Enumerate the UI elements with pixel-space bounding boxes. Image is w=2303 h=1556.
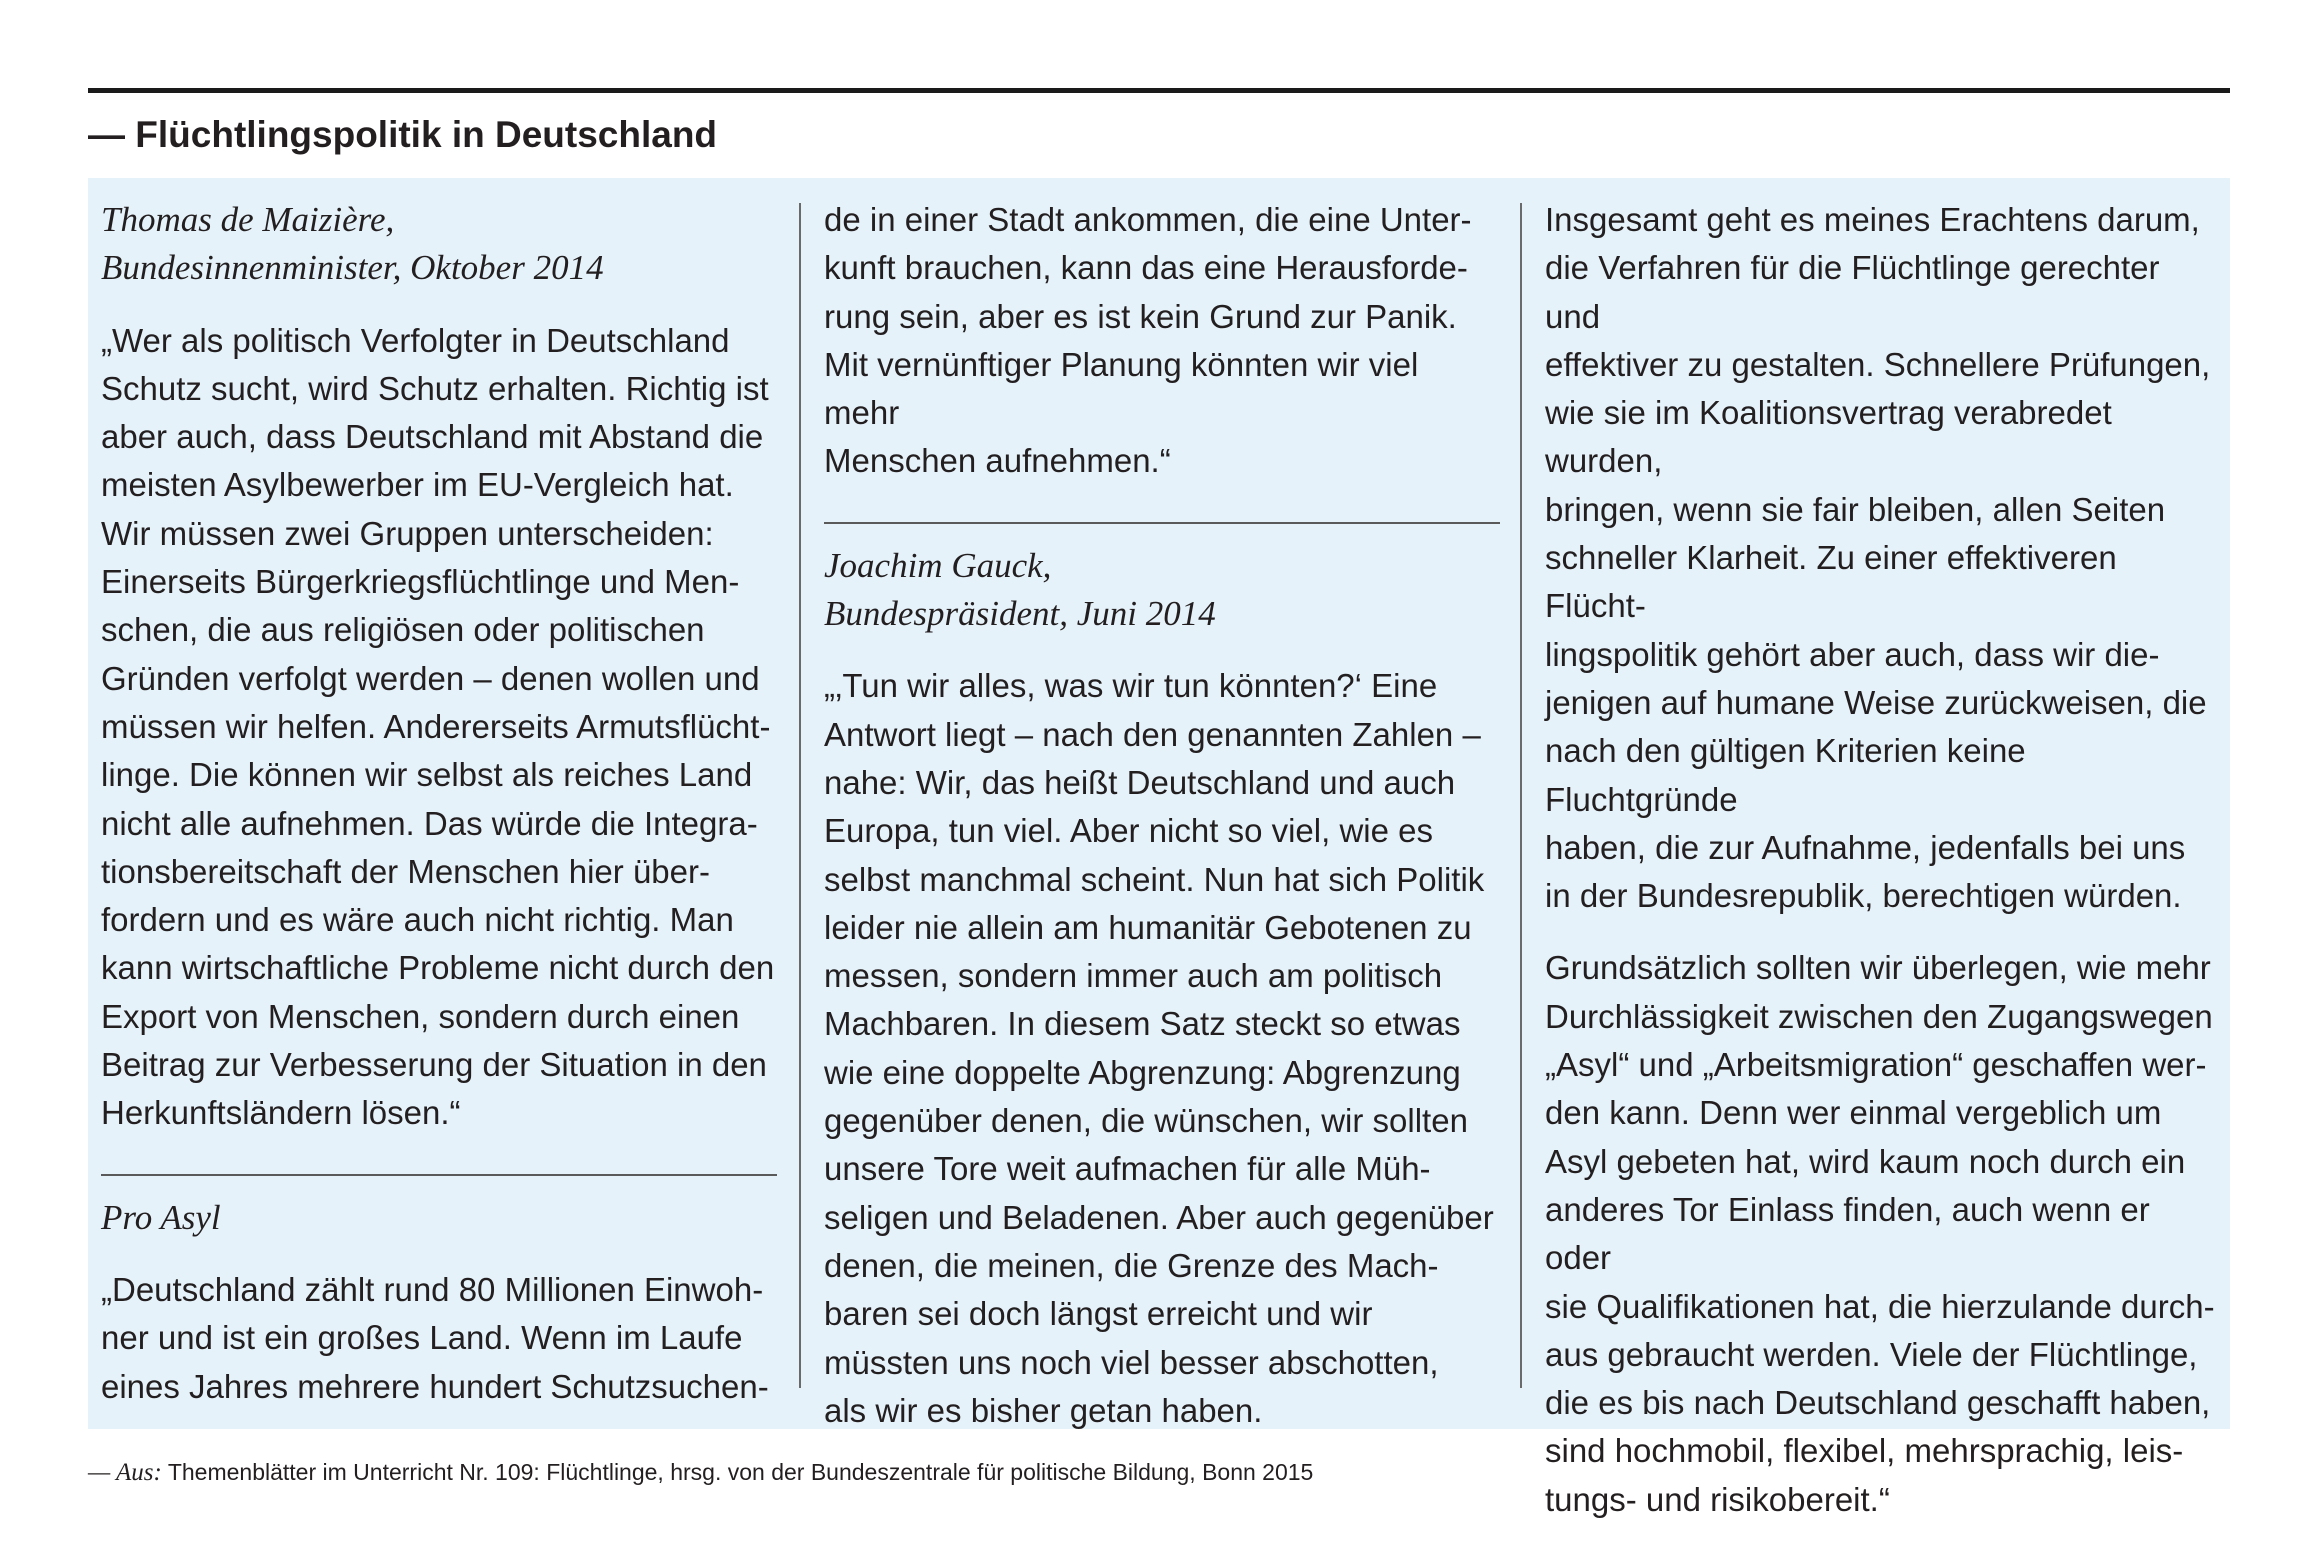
text-line: tungs- und risikobereit.“ (1545, 1480, 1890, 1518)
text-line: aus gebraucht werden. Viele der Flüchtlinge, (1545, 1335, 2198, 1373)
text-line: anderes Tor Einlass finden, auch wenn er oder (1545, 1190, 2150, 1277)
text-line: Machbaren. In diesem Satz steckt so etwas (824, 1005, 1461, 1043)
text-line: schneller Klarheit. Zu einer effektiveren Flücht- (1545, 539, 2117, 625)
text-line: kann wirtschaftliche Probleme nicht durch den (101, 949, 775, 987)
text-line: Antwort liegt – nach den genannten Zahlen – (824, 715, 1481, 753)
text-line: meisten Asylbewerber im EU-Vergleich hat. (101, 466, 734, 504)
text-line: Europa, tun viel. Aber nicht so viel, wie es (824, 812, 1433, 850)
text-line: müssen wir helfen. Andererseits Armutsflücht- (101, 707, 771, 745)
text-line: messen, sondern immer auch am politisch (824, 957, 1443, 995)
text-line: müssten uns noch viel besser abschotten, (824, 1343, 1439, 1381)
text-line: denen, die meinen, die Grenze des Mach- (824, 1246, 1439, 1284)
column-3 (1545, 196, 2221, 1524)
text-line: „Wer als politisch Verfolgter in Deutschland (101, 321, 730, 359)
author-role: Bundespräsident, Juni 2014 (824, 594, 1216, 634)
text-line: Insgesamt geht es meines Erachtens darum, (1545, 201, 2200, 238)
column-1 (101, 196, 777, 1411)
text-line: bringen, wenn sie fair bleiben, allen Seiten (1545, 490, 2166, 528)
text-line: unsere Tore weit aufmachen für alle Müh- (824, 1150, 1431, 1188)
quote-proasyl (101, 1266, 777, 1411)
author-name: Pro Asyl (101, 1197, 221, 1237)
text-line: sie Qualifikationen hat, die hierzulande durch- (1545, 1287, 2215, 1325)
text-line: Schutz sucht, wird Schutz erhalten. Richtig ist (101, 369, 769, 407)
text-line: leider nie allein am humanitär Gebotenen zu (824, 908, 1472, 946)
text-line: Herkunftsländern lösen.“ (101, 1094, 461, 1132)
text-line: de in einer Stadt ankommen, die eine Unter- (824, 201, 1472, 238)
text-line: Wir müssen zwei Gruppen unterscheiden: (101, 514, 714, 552)
text-line: den kann. Denn wer einmal vergeblich um (1545, 1094, 2162, 1132)
text-line: wie sie im Koalitionsvertrag verabredet wurden, (1545, 394, 2112, 480)
text-line: Export von Menschen, sondern durch einen (101, 997, 740, 1035)
top-rule (88, 88, 2230, 93)
text-line: Menschen aufnehmen.“ (824, 442, 1171, 480)
text-line: rung sein, aber es ist kein Grund zur Panik. (824, 297, 1457, 335)
text-line: „Deutschland zählt rund 80 Millionen Einwoh- (101, 1270, 764, 1308)
text-line: in der Bundesrepublik, berechtigen würden. (1545, 877, 2182, 915)
author-name: Thomas de Maizière, (101, 200, 395, 239)
text-line: ner und ist ein großes Land. Wenn im Laufe (101, 1319, 743, 1357)
source-lead: — Aus: (88, 1459, 162, 1486)
text-line: seligen und Beladenen. Aber auch gegenüber (824, 1198, 1494, 1236)
text-line: baren sei doch längst erreicht und wir (824, 1295, 1373, 1333)
text-line: als wir es bisher getan haben. (824, 1391, 1263, 1429)
text-line: linge. Die können wir selbst als reiches Land (101, 756, 753, 794)
text-line: Mit vernünftiger Planung könnten wir viel mehr (824, 345, 1419, 432)
page-title: — Flüchtlingspolitik in Deutschland (88, 114, 718, 155)
text-line: fordern und es wäre auch nicht richtig. Man (101, 901, 734, 939)
text-line: „‚Tun wir alles, was wir tun könnten?‘ Eine (824, 667, 1438, 705)
author-role: Bundesinnenminister, Oktober 2014 (101, 248, 604, 288)
text-line: tionsbereitschaft der Menschen hier über- (101, 852, 710, 890)
text-line: selbst manchmal scheint. Nun hat sich Politik (824, 860, 1485, 898)
text-line: Beitrag zur Verbesserung der Situation in den (101, 1046, 767, 1084)
text-line: wie eine doppelte Abgrenzung: Abgrenzung (824, 1053, 1461, 1091)
quote-gauck-continued (1545, 196, 2221, 920)
text-line: Gründen verfolgt werden – denen wollen und (101, 659, 760, 697)
text-line: jenigen auf humane Weise zurückweisen, die (1545, 683, 2207, 721)
column-2 (824, 196, 1500, 1435)
quote-demaiziere (101, 317, 777, 1138)
text-line: kunft brauchen, kann das eine Herausforde- (824, 249, 1468, 287)
text-line: effektiver zu gestalten. Schnellere Prüfungen, (1545, 345, 2211, 383)
quote-proasyl-continued (824, 196, 1500, 486)
text-line: Durchlässigkeit zwischen den Zugangswegen (1545, 997, 2213, 1035)
text-line: schen, die aus religiösen oder politischen (101, 611, 705, 649)
text-line: nicht alle aufnehmen. Das würde die Integra- (101, 804, 758, 842)
text-line: die es bis nach Deutschland geschafft haben, (1545, 1384, 2211, 1422)
text-line: Einerseits Bürgerkriegsflüchtlinge und Men- (101, 563, 740, 601)
text-line: nahe: Wir, das heißt Deutschland und auch (824, 763, 1456, 801)
text-line: die Verfahren für die Flüchtlinge gerechter und (1545, 249, 2160, 335)
text-line: Grundsätzlich sollten wir überlegen, wie mehr (1545, 949, 2211, 987)
source-citation (88, 1457, 1313, 1488)
section-divider (824, 522, 1500, 524)
text-line: „Asyl“ und „Arbeitsmigration“ geschaffen wer- (1545, 1046, 2207, 1084)
section-divider (101, 1174, 777, 1176)
text-line: lingspolitik gehört aber auch, dass wir die- (1545, 635, 2160, 673)
paragraph (1545, 944, 2221, 1524)
author-name: Joachim Gauck, (824, 545, 1052, 585)
source-text: Themenblätter im Unterricht Nr. 109: Flüchtlinge, hrsg. von der Bundeszentrale für politische Bildung, Bonn 2015 (161, 1459, 1314, 1485)
text-line: Asyl gebeten hat, wird kaum noch durch ein (1545, 1142, 2186, 1180)
column-divider (1520, 203, 1522, 1388)
text-line: haben, die zur Aufnahme, jedenfalls bei uns (1545, 828, 2186, 866)
quote-gauck (824, 662, 1500, 1435)
text-line: gegenüber denen, die wünschen, wir sollten (824, 1102, 1468, 1140)
text-line: sind hochmobil, flexibel, mehrsprachig, leis- (1545, 1432, 2184, 1470)
text-line: eines Jahres mehrere hundert Schutzsuchen- (101, 1367, 769, 1405)
column-divider (799, 203, 801, 1388)
text-line: nach den gültigen Kriterien keine Fluchtgründe (1545, 732, 2026, 818)
text-line: aber auch, dass Deutschland mit Abstand die (101, 418, 764, 456)
